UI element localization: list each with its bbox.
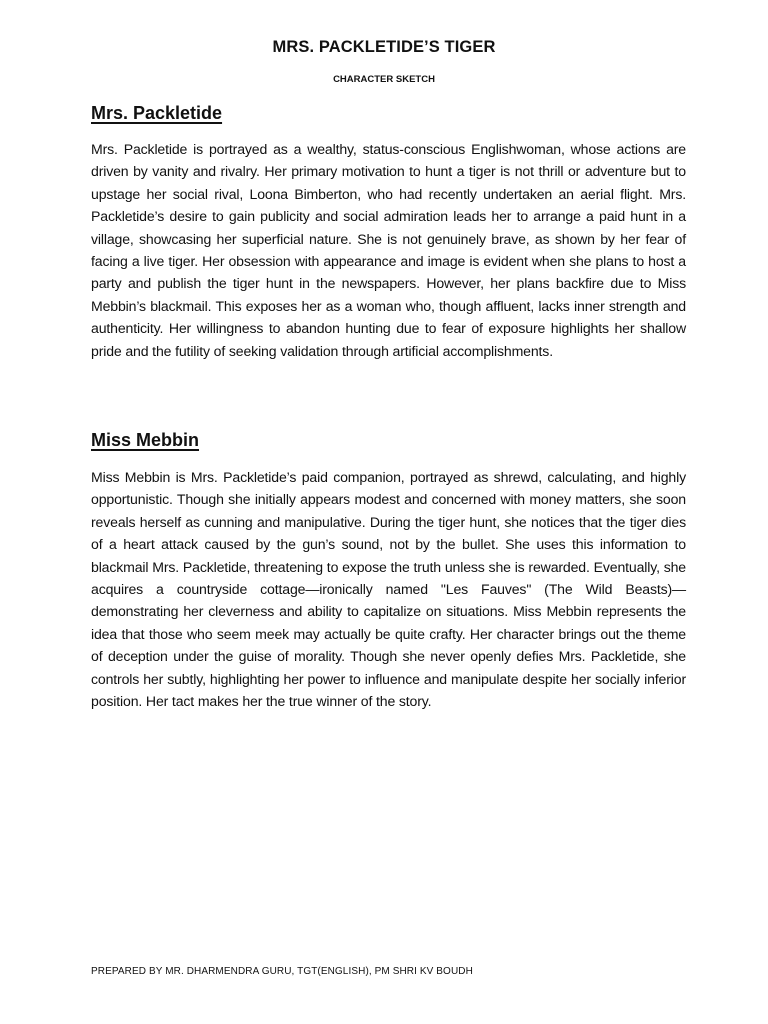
section-body-mrs-packletide: Mrs. Packletide is portrayed as a wealthy, status-conscious Englishwoman, whose actions are driven by vanity and rivalry. Her primary motivation to hunt a tiger is not thrill or adventure but to upstage her social rival, Loona Bimberton, who had recently undertaken an aerial flight. Mrs. Packletide’s desire to gain publicity and social admiration leads her to arrange a paid hunt in a village, showcasing her superficial nature. She is not genuinely brave, as shown by her fear of facing a live tiger. Her obsession with appearance and image is evident when she plans to host a party and publish the tiger hunt in the newspapers. However, her plans backfire due to Miss Mebbin’s blackmail. This exposes her as a woman who, though affluent, lacks inner strength and authenticity. Her willingness to abandon hunting due to fear of exposure highlights her shallow pride and the futility of seeking validation through artificial accomplishments. [91,141,686,359]
section-body-miss-mebbin: Miss Mebbin is Mrs. Packletide’s paid companion, portrayed as shrewd, calculating, and highly opportunistic. Though she initially appears modest and concerned with money matters, she soon reveals herself as cunning and manipulative. During the tiger hunt, she notices that the tiger dies of a heart attack caused by the gun’s sound, not by the bullet. She uses this information to blackmail Mrs. Packletide, threatening to expose the truth unless she is rewarded. Eventually, she acquires a countryside cottage—ironically named "Les Fauves" (The Wild Beasts)—demonstrating her cleverness and ability to capitalize on situations. Miss Mebbin represents the idea that those who seem meek may actually be quite crafty. Her character brings out the theme of deception under the guise of morality. Though she never openly defies Mrs. Packletide, she controls her subtly, highlighting her power to influence and manipulate despite her socially inferior position. Her tact makes her the true winner of the story. [91,469,686,710]
document-subtitle: CHARACTER SKETCH [333,74,435,85]
document-title: MRS. PACKLETIDE’S TIGER [272,38,496,56]
footer-credit: PREPARED BY MR. DHARMENDRA GURU, TGT(ENGLISH), PM SHRI KV BOUDH [91,966,473,977]
section-heading-miss-mebbin: Miss Mebbin [91,430,200,450]
section-heading-mrs-packletide: Mrs. Packletide [91,103,223,123]
